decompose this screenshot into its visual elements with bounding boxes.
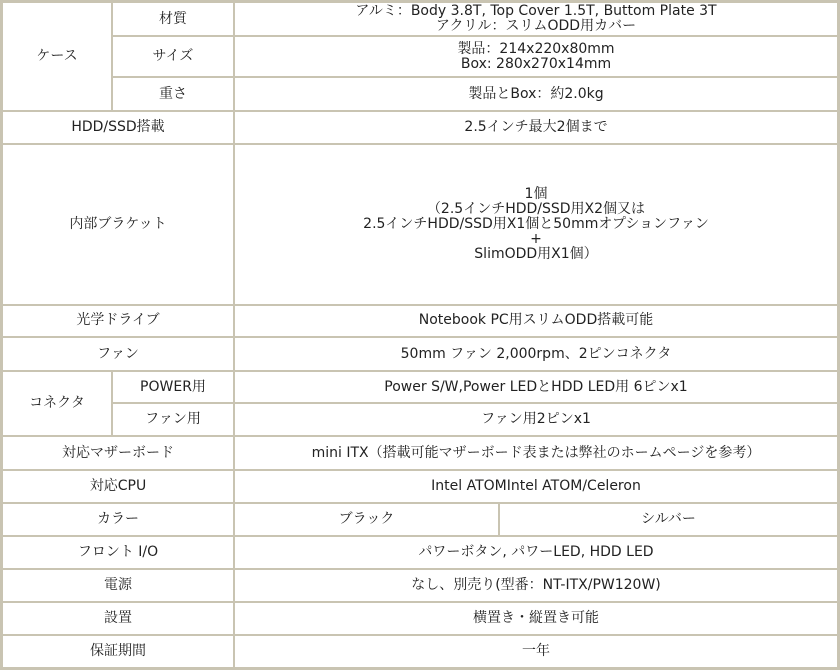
color-silver: シルバー xyxy=(499,503,838,535)
material-label: 材質 xyxy=(112,2,234,36)
color-label: カラー xyxy=(2,503,234,535)
optical-value: Notebook PC用スリムODD搭載可能 xyxy=(234,305,838,337)
power-supply-label: 電源 xyxy=(2,569,234,602)
connector-fan-label: ファン用 xyxy=(112,403,234,436)
material-line-2: アクリル：スリムODD用カバー xyxy=(435,18,637,35)
spec-row-connector-power xyxy=(2,371,838,403)
hdd-label: HDD/SSD搭載 xyxy=(2,111,234,144)
warranty-label: 保証期間 xyxy=(2,635,234,668)
install-label: 設置 xyxy=(2,602,234,635)
spec-row-install xyxy=(2,602,838,635)
bracket-value xyxy=(234,144,838,304)
spec-row-optical xyxy=(2,305,838,337)
bracket-line-2: （2.5インチHDD/SSD用X2個又は xyxy=(426,201,646,218)
spec-row-case-material xyxy=(2,2,838,36)
spec-row-front-io xyxy=(2,536,838,569)
motherboard-value: mini ITX（搭載可能マザーボード表または弊社のホームページを参考） xyxy=(234,436,838,470)
hdd-value: 2.5インチ最大2個まで xyxy=(234,111,838,144)
material-line-1: アルミ：Body 3.8T, Top Cover 1.5T, Buttom Plate 3T xyxy=(355,3,717,20)
spec-row-power-supply xyxy=(2,569,838,602)
spec-row-color xyxy=(2,503,838,535)
bracket-label: 内部ブラケット xyxy=(2,144,234,304)
front-io-label: フロント I/O xyxy=(2,536,234,569)
bracket-line-4: + xyxy=(530,231,542,248)
fan-label: ファン xyxy=(2,337,234,371)
spec-row-fan xyxy=(2,337,838,371)
spec-row-motherboard xyxy=(2,436,838,470)
connector-power-value: Power S/W,Power LEDとHDD LED用 6ピンx1 xyxy=(234,371,838,403)
size-line-2: Box: 280x270x14mm xyxy=(460,55,612,72)
motherboard-label: 対応マザーボード xyxy=(2,436,234,470)
cpu-value: Intel ATOMIntel ATOM/Celeron xyxy=(234,470,838,503)
spec-row-bracket xyxy=(2,144,838,304)
color-black: ブラック xyxy=(234,503,499,535)
material-value xyxy=(234,2,838,36)
case-label: ケース xyxy=(2,2,112,111)
connector-fan-value: ファン用2ピンx1 xyxy=(234,403,838,436)
spec-row-warranty xyxy=(2,635,838,668)
bracket-line-5: SlimODD用X1個） xyxy=(474,246,598,263)
spec-row-connector-fan xyxy=(2,403,838,436)
install-value: 横置き・縦置き可能 xyxy=(234,602,838,635)
spec-row-hdd xyxy=(2,111,838,144)
spec-row-case-size xyxy=(2,36,838,77)
weight-label: 重さ xyxy=(112,77,234,111)
fan-value: 50mm ファン 2,000rpm、2ピンコネクタ xyxy=(234,337,838,371)
spec-row-case-weight xyxy=(2,77,838,111)
optical-label: 光学ドライブ xyxy=(2,305,234,337)
connector-power-label: POWER用 xyxy=(112,371,234,403)
front-io-value: パワーボタン, パワーLED, HDD LED xyxy=(234,536,838,569)
weight-value: 製品とBox：約2.0kg xyxy=(234,77,838,111)
size-label: サイズ xyxy=(112,36,234,77)
power-supply-value: なし、別売り(型番：NT-ITX/PW120W) xyxy=(234,569,838,602)
warranty-value: 一年 xyxy=(234,635,838,668)
bracket-line-1: 1個 xyxy=(524,186,548,203)
size-line-1: 製品：214x220x80mm xyxy=(457,40,615,57)
bracket-line-3: 2.5インチHDD/SSD用X1個と50mmオプションファン xyxy=(363,216,709,233)
connector-label: コネクタ xyxy=(2,371,112,436)
cpu-label: 対応CPU xyxy=(2,470,234,503)
spec-row-cpu xyxy=(2,470,838,503)
size-value xyxy=(234,36,838,77)
